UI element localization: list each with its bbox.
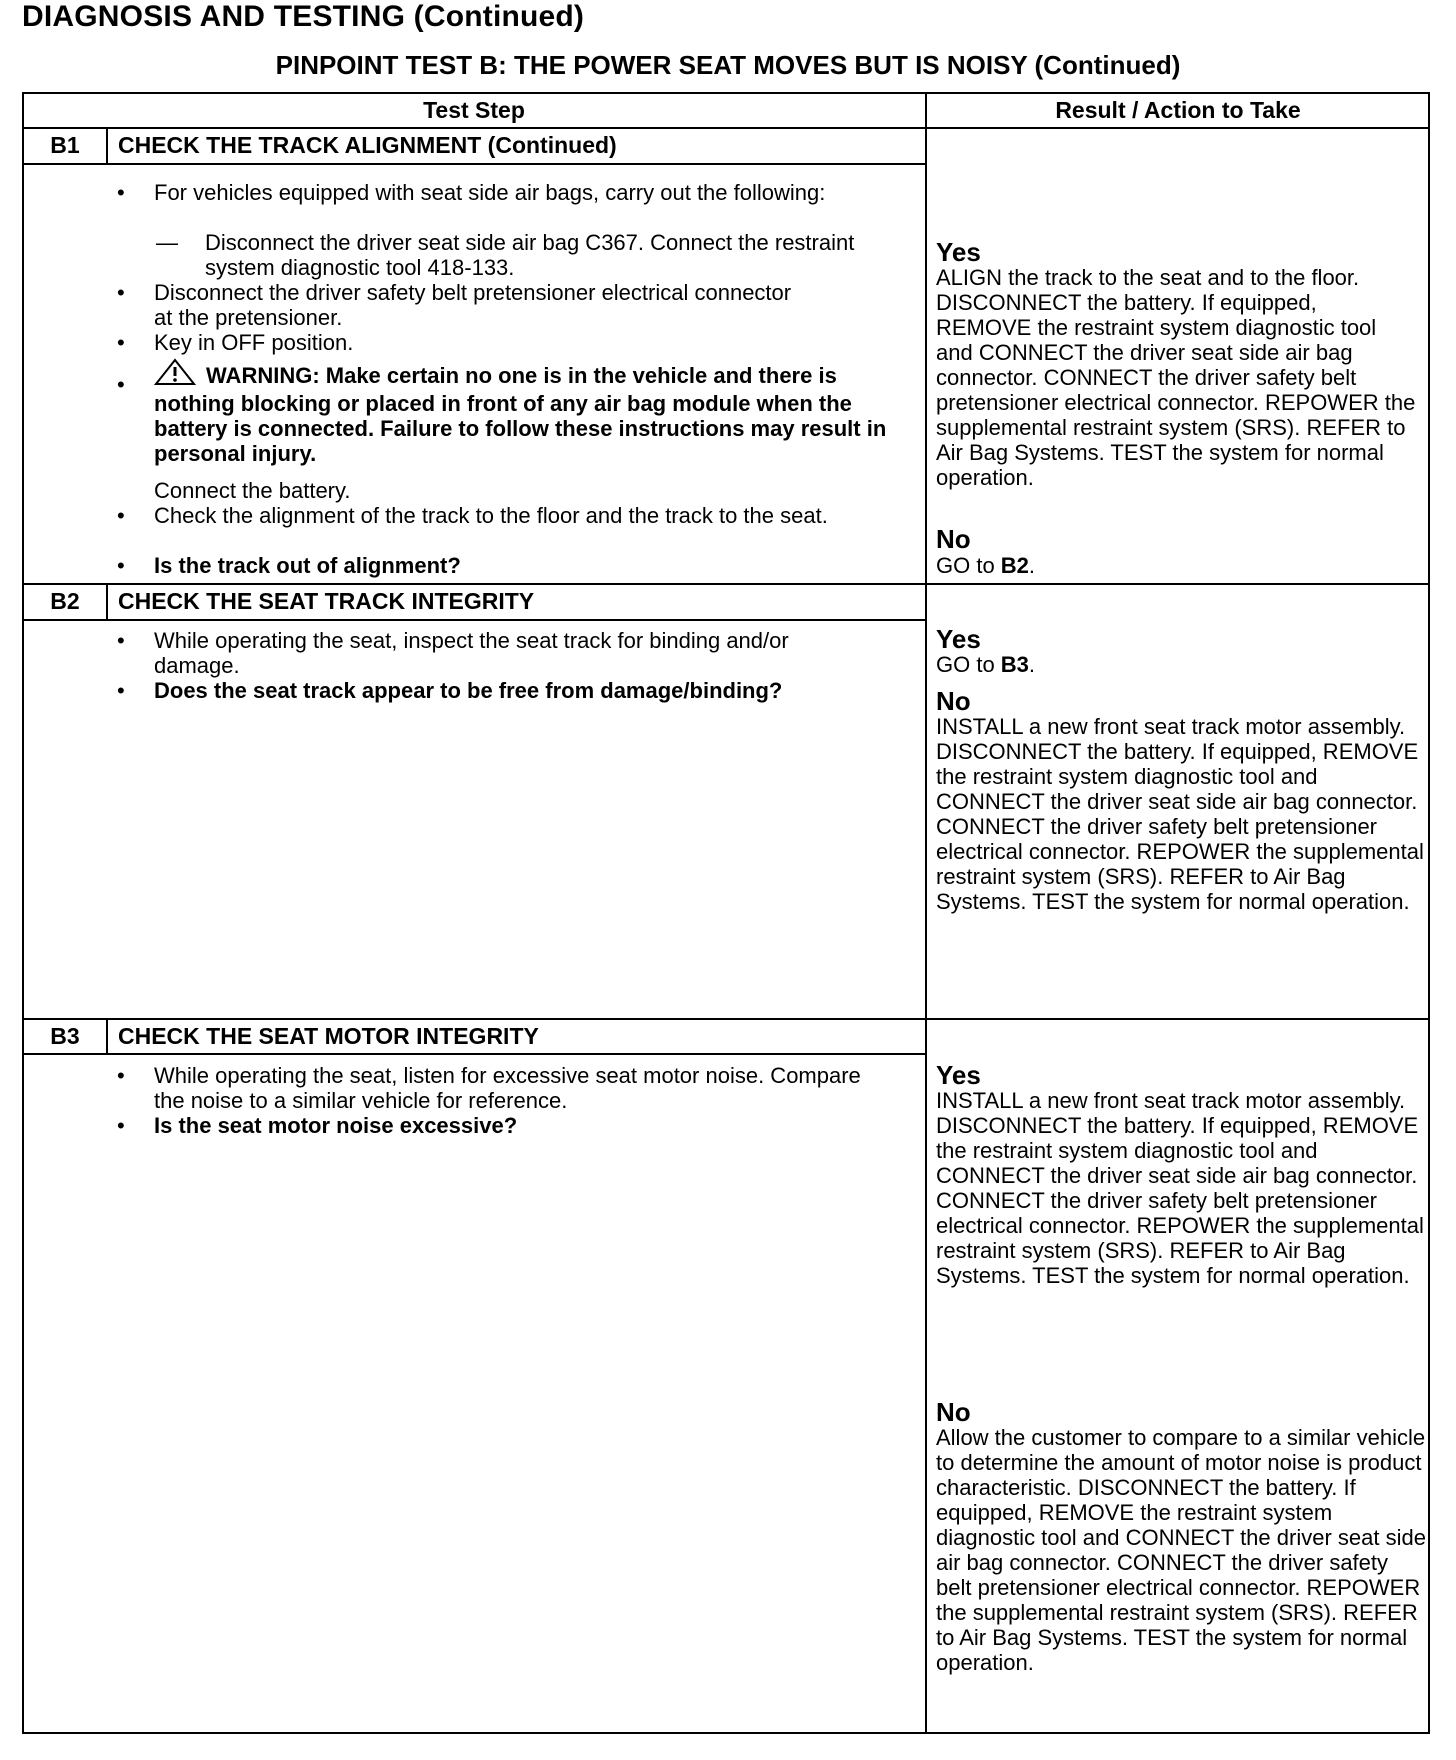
bullet: • bbox=[117, 628, 125, 653]
page-title: DIAGNOSIS AND TESTING (Continued) bbox=[22, 0, 585, 33]
step-id-b1: B1 bbox=[50, 132, 80, 158]
bullet: • bbox=[117, 330, 125, 355]
step-id-divider-b1 bbox=[106, 127, 108, 164]
b1-instruction-seat-side-airbags: For vehicles equipped with seat side air bags, carry out the following: bbox=[154, 180, 826, 205]
bullet: • bbox=[117, 180, 125, 205]
bullet: • bbox=[117, 503, 125, 528]
b3-question: Is the seat motor noise excessive? bbox=[154, 1113, 518, 1138]
header-result-action: Result / Action to Take bbox=[1055, 97, 1301, 123]
step-title-divider-b1 bbox=[22, 163, 926, 165]
step-title-divider-b2 bbox=[22, 619, 926, 621]
b2-instruction-inspect-track: While operating the seat, inspect the seat track for binding and/or damage. bbox=[154, 628, 789, 678]
b2-yes-prefix: GO to bbox=[936, 652, 1001, 677]
b1-instruction-key-off: Key in OFF position. bbox=[154, 330, 354, 355]
step-id-divider-b2 bbox=[106, 583, 108, 620]
b1-no-action bbox=[936, 553, 1426, 578]
b2-question: Does the seat track appear to be free from damage/binding? bbox=[154, 678, 783, 703]
b2-yes-action bbox=[936, 652, 1426, 677]
b1-question: Is the track out of alignment? bbox=[154, 553, 461, 578]
b2-no-label: No bbox=[936, 686, 971, 716]
b2-yes-suffix: . bbox=[1028, 652, 1036, 677]
b1-instruction-check-alignment: Check the alignment of the track to the floor and the track to the seat. bbox=[154, 503, 828, 528]
step-id-divider-b3 bbox=[106, 1018, 108, 1054]
bullet: • bbox=[117, 553, 125, 578]
bullet: • bbox=[117, 372, 125, 397]
step-id-b3: B3 bbox=[50, 1023, 80, 1049]
b1-no-label: No bbox=[936, 524, 971, 554]
header-test-step: Test Step bbox=[423, 97, 525, 123]
b2-yes-label: Yes bbox=[936, 624, 981, 654]
column-divider bbox=[925, 92, 927, 1734]
b1-no-ref: B2 bbox=[1000, 553, 1029, 578]
b1-no-prefix: GO to bbox=[936, 553, 1001, 578]
b3-no-action: Allow the customer to compare to a similar vehicle to determine the amount of motor noise is product characteristic. DISCONNECT the battery. If equipped, REMOVE the restraint system diagnostic tool and CONNECT the driver seat side air bag connector. CONNECT the driver safety belt pretensioner electrical connector. REPOWER the supplemental restraint system (SRS). REFER to Air Bag Systems. TEST the system for normal operation. bbox=[936, 1425, 1426, 1675]
b3-yes-label: Yes bbox=[936, 1060, 981, 1090]
step-title-b2: CHECK THE SEAT TRACK INTEGRITY bbox=[118, 588, 535, 614]
step-title-b1: CHECK THE TRACK ALIGNMENT (Continued) bbox=[118, 132, 617, 158]
b1-yes-label: Yes bbox=[936, 237, 981, 267]
b2-no-action: INSTALL a new front seat track motor assembly. DISCONNECT the battery. If equipped, REMOVE the restraint system diagnostic tool and CONNECT the driver seat side air bag connector. CONNECT the driver safety belt pretensioner electrical connector. REPOWER the supplemental restraint system (SRS). REFER to Air Bag Systems. TEST the system for normal operation. bbox=[936, 714, 1424, 914]
b1-warning bbox=[154, 358, 914, 466]
row-divider-b2-b3 bbox=[22, 1018, 1430, 1020]
bullet: • bbox=[117, 280, 125, 305]
step-title-b3: CHECK THE SEAT MOTOR INTEGRITY bbox=[118, 1023, 539, 1049]
step-title-divider-b3 bbox=[22, 1053, 926, 1055]
b3-yes-action: INSTALL a new front seat track motor assembly. DISCONNECT the battery. If equipped, REMOVE the restraint system diagnostic tool and CONNECT the driver seat side air bag connector. CONNECT the driver safety belt pretensioner electrical connector. REPOWER the supplemental restraint system (SRS). REFER to Air Bag Systems. TEST the system for normal operation. bbox=[936, 1088, 1424, 1288]
pinpoint-test-title: PINPOINT TEST B: THE POWER SEAT MOVES BUT IS NOISY (Continued) bbox=[275, 50, 1181, 80]
b1-instruction-disconnect-c367: Disconnect the driver seat side air bag C367. Connect the restraint system diagnostic tool 418-133. bbox=[205, 230, 855, 280]
warning-triangle-icon bbox=[154, 358, 196, 391]
b3-no-label: No bbox=[936, 1397, 971, 1427]
b1-yes-action: ALIGN the track to the seat and to the floor. DISCONNECT the battery. If equipped, REMOVE the restraint system diagnostic tool and CONNECT the driver seat side air bag connector. CONNECT the driver safety belt pretensioner electrical connector. REPOWER the supplemental restraint system (SRS). REFER to Air Bag Systems. TEST the system for normal operation. bbox=[936, 265, 1416, 490]
b1-warning-text: WARNING: Make certain no one is in the vehicle and there is nothing blocking or placed in front of any air bag module when the battery is connected. Failure to follow these instructions may result in personal injury. bbox=[154, 363, 887, 466]
dash: — bbox=[156, 230, 178, 255]
bullet: • bbox=[117, 1063, 125, 1088]
step-id-b2: B2 bbox=[50, 588, 80, 614]
bullet: • bbox=[117, 678, 125, 703]
row-divider-b1-b2 bbox=[22, 583, 1430, 585]
b1-no-suffix: . bbox=[1028, 553, 1036, 578]
b2-yes-ref: B3 bbox=[1000, 652, 1029, 677]
bullet: • bbox=[117, 1113, 125, 1138]
b1-instruction-disconnect-pretensioner: Disconnect the driver safety belt pretensioner electrical connector at the pretensioner. bbox=[154, 280, 792, 330]
b3-instruction-listen-noise: While operating the seat, listen for excessive seat motor noise. Compare the noise to a similar vehicle for reference. bbox=[154, 1063, 861, 1113]
b1-instruction-connect-battery: Connect the battery. bbox=[154, 478, 351, 503]
